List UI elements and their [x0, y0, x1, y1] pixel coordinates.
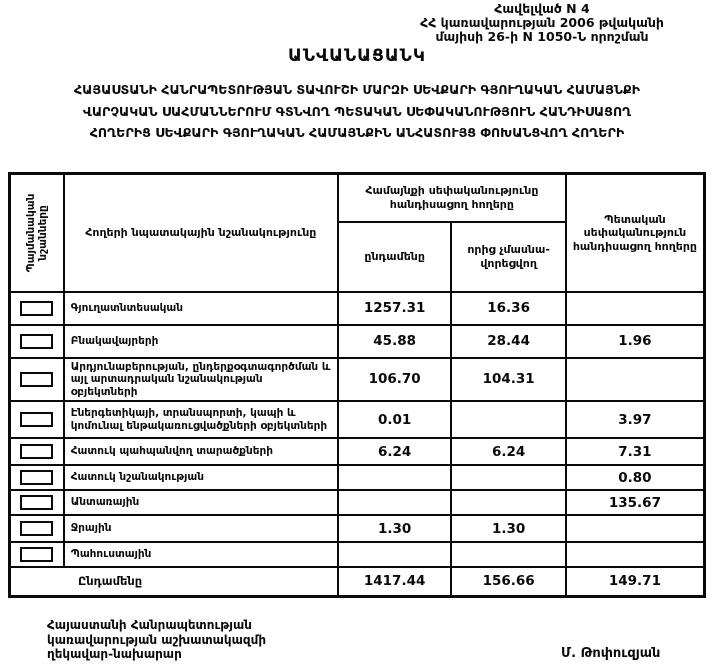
symbol-box: [20, 470, 53, 485]
land-category-label: Հատուկ նշանակության: [64, 465, 338, 490]
table-row: [10, 325, 705, 358]
symbol-box: [20, 547, 53, 562]
land-category-label: Ջրային: [64, 515, 338, 542]
header-community-total: ընդամենը: [338, 222, 451, 292]
header-state: Պետական սեփականություն հանդիսացող հողերը: [566, 174, 705, 292]
table-row: [10, 358, 705, 402]
signature-line-3: ղեկավար-նախարար: [47, 647, 182, 661]
community-nonprivatized-value: [451, 490, 565, 515]
subtitle-line-2: ՎԱՐՉԱԿԱՆ ՍԱՀՄԱՆՆԵՐՈՒՄ ԳՏՆՎՈՂ ՊԵՏԱԿԱՆ ՍԵՓԱԿԱՆՈՒԹՅՈՒՆ ՀԱՆԴԻՍԱՑՈՂ: [82, 103, 632, 119]
symbol-box: [20, 412, 53, 427]
land-table: [8, 172, 706, 598]
document-title: ԱՆՎԱՆԱՑԱՆԿ: [288, 46, 426, 66]
land-category-label: Բնակավայրերի: [64, 325, 338, 358]
community-total-value: 106.70: [338, 358, 451, 402]
community-total-value: [338, 490, 451, 515]
community-total-value: 0.01: [338, 401, 451, 438]
table-row: [10, 465, 705, 490]
table-row: [10, 490, 705, 515]
community-total-value: [338, 465, 451, 490]
subtitle-line-3: ՀՈՂԵՐԻՑ ՍԵՎՔԱՐԻ ԳՅՈՒՂԱԿԱՆ ՀԱՄԱՅՆՔԻՆ ԱՆՀԱՏՈՒՅՑ ՓՈԽԱՆՑՎՈՂ ՀՈՂԵՐԻ: [89, 125, 625, 140]
signature-block: [47, 618, 266, 662]
symbol-cell: [10, 358, 64, 402]
symbol-box: [20, 444, 53, 459]
header-community-nonprivatized: որից չմասնա-վորեցվող: [451, 222, 565, 292]
state-value: 1.96: [566, 325, 705, 358]
land-category-label: Պահուստային: [64, 542, 338, 567]
community-nonprivatized-value: [451, 542, 565, 567]
symbol-box: [20, 334, 53, 349]
symbol-box: [20, 372, 53, 387]
header-symbols: [10, 174, 64, 292]
subtitle-line-1: ՀԱՅԱՍՏԱՆԻ ՀԱՆՐԱՊԵՏՈՒԹՅԱՆ ՏԱՎՈՒՇԻ ՄԱՐԶԻ ՍԵՎՔԱՐԻ ԳՅՈՒՂԱԿԱՆ ՀԱՄԱՅՆՔԻ: [73, 82, 641, 97]
symbol-cell: [10, 438, 64, 465]
community-total-value: 1.30: [338, 515, 451, 542]
annex-line-3: մայիսի 26-ի N 1050-Ն որոշման: [435, 29, 649, 44]
land-category-label: Արդյունաբերության, ընդերքօգտագործման և այլ արտադրական նշանակության օբյեկտների: [64, 358, 338, 402]
community-total-value: 1257.31: [338, 292, 451, 325]
symbol-cell: [10, 542, 64, 567]
community-nonprivatized-value: [451, 465, 565, 490]
annex-note: [374, 2, 710, 44]
state-value: 0.80: [566, 465, 705, 490]
land-category-label: Հատուկ պահպանվող տարածքների: [64, 438, 338, 465]
community-nonprivatized-value: 6.24: [451, 438, 565, 465]
symbol-cell: [10, 325, 64, 358]
land-category-label: Անտառային: [64, 490, 338, 515]
symbol-cell: [10, 490, 64, 515]
table-row: [10, 515, 705, 542]
symbol-cell: [10, 292, 64, 325]
community-nonprivatized-value: 104.31: [451, 358, 565, 402]
state-value: 135.67: [566, 490, 705, 515]
community-total-value: 45.88: [338, 325, 451, 358]
table-row: [10, 292, 705, 325]
table-row: [10, 542, 705, 567]
signature-line-1: Հայաստանի Հանրապետության: [47, 618, 252, 632]
state-value: [566, 358, 705, 402]
signatory-name: Մ. Թոփուզյան: [561, 646, 661, 661]
symbol-box: [20, 521, 53, 536]
state-value: [566, 515, 705, 542]
land-category-label: Գյուղատնտեսական: [64, 292, 338, 325]
community-nonprivatized-value: 16.36: [451, 292, 565, 325]
total-community-total-value: 1417.44: [338, 567, 451, 596]
symbol-box: [20, 495, 53, 510]
community-nonprivatized-value: [451, 401, 565, 438]
total-label: Ընդամենը: [10, 567, 338, 596]
state-value: 3.97: [566, 401, 705, 438]
state-value: [566, 292, 705, 325]
signature-line-2: կառավարության աշխատակազմի: [47, 632, 267, 647]
total-community-nonprivatized-value: 156.66: [451, 567, 565, 596]
state-value: [566, 542, 705, 567]
land-category-label: Էներգետիկայի, տրանսպորտի, կապի և կոմունալ ենթակառուցվածքների օբյեկտների: [64, 401, 338, 438]
header-designation: Հողերի նպատակային նշանակությունը: [64, 174, 338, 292]
community-nonprivatized-value: 1.30: [451, 515, 565, 542]
community-nonprivatized-value: 28.44: [451, 325, 565, 358]
symbol-cell: [10, 515, 64, 542]
symbol-cell: [10, 465, 64, 490]
table-row: [10, 438, 705, 465]
state-value: 7.31: [566, 438, 705, 465]
symbol-cell: [10, 401, 64, 438]
header-symbols-label: Պայմանական նշանները: [24, 193, 49, 273]
table-row: [10, 401, 705, 438]
document-subtitle: [0, 79, 714, 144]
total-state-value: 149.71: [566, 567, 705, 596]
annex-line-2: ՀՀ կառավարության 2006 թվականի: [420, 15, 664, 30]
total-row: [10, 567, 705, 596]
annex-line-1: Հավելված N 4: [494, 1, 590, 16]
symbol-box: [20, 301, 53, 316]
community-total-value: 6.24: [338, 438, 451, 465]
header-community-group: Համայնքի սեփականությունը հանդիսացող հողերը: [338, 174, 566, 222]
community-total-value: [338, 542, 451, 567]
